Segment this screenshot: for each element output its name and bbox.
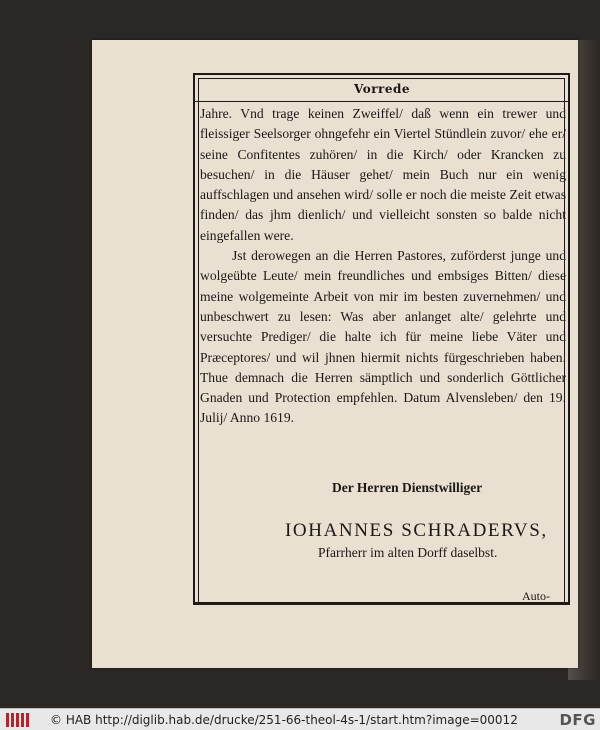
- dfg-logo[interactable]: DFG: [559, 711, 596, 729]
- hab-logo-icon[interactable]: [6, 712, 30, 728]
- body-text: [200, 104, 566, 429]
- author-name: IOHANNES SCHRADERVS,: [285, 520, 548, 541]
- footer-rule: [193, 603, 570, 605]
- running-header: Vorrede: [353, 82, 411, 96]
- footer-bar: [0, 708, 600, 730]
- signoff: Der Herren Dienstwilliger: [332, 480, 483, 495]
- source-link[interactable]: © HAB http://diglib.hab.de/drucke/251-66-theol-4s-1/start.htm?image=00012: [50, 712, 518, 727]
- catchword: Auto-: [522, 589, 550, 603]
- paragraph-2: Jst derowegen an die Herren Pastores, zuförderst junge und wolgeübte Leute/ mein freundliches und embsiges Bitten/ diese meine wolgemeinte Arbeit von mir im besten zuvernehmen/ und unbeschwert zu lesen: Was aber anlanget alte/ gelehrte und versuchte Prediger/ die halte ich für meine liebe Väter und Præceptores/ und wil jhnen hiermit nichts fürgeschrieben haben. Thue demnach die Herren sämptlich und sonderlich Göttlicher Gnaden und Protection empfehlen. Datum Alvensleben/ den 19. Julij/ Anno 1619.: [200, 248, 566, 426]
- author-title: Pfarrherr im alten Dorff daselbst.: [318, 545, 498, 560]
- header-rule: [193, 101, 570, 102]
- paragraph-1: Jahre. Vnd trage keinen Zweiffel/ daß wenn ein trewer und fleissiger Seelsorger ohngefehr ein Viertel Stündlein zuvor/ ehe er/ seine Confitentes zuhören/ in die Kirch/ oder Krancken zu besuchen/ in die Häuser gehet/ mein Buch nur ein wenig auffschlagen und ansehen wird/ solle er noch die meiste Zeit etwas finden/ das jhm dienlich/ und vielleicht sonsten so balde nicht eingefallen were.: [200, 106, 566, 243]
